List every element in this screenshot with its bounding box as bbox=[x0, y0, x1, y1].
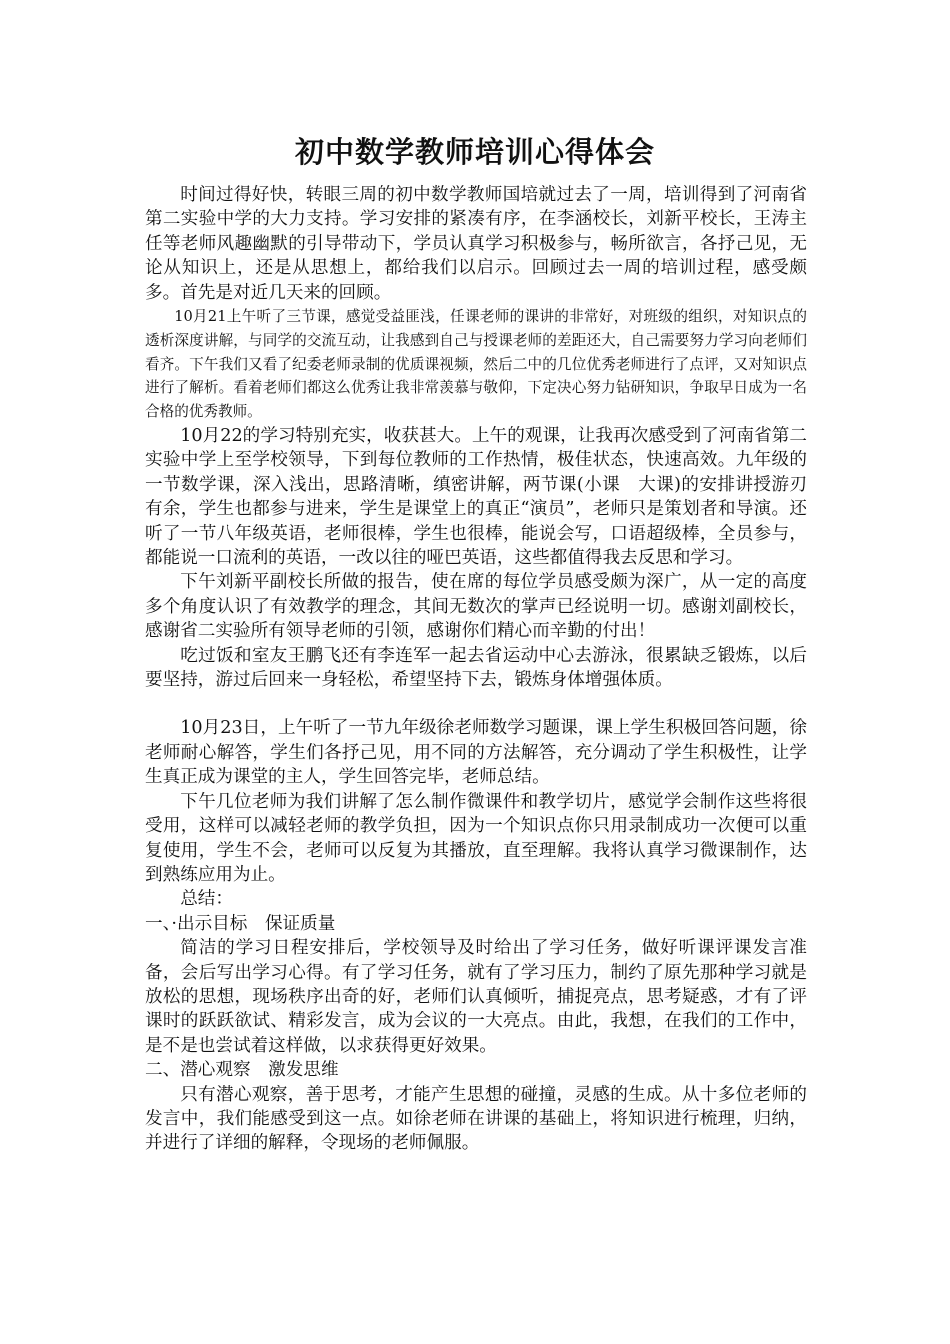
paragraph-section-1: 简洁的学习日程安排后，学校领导及时给出了学习任务，做好听课评课发言准备，会后写出学习心得。有了学习任务，就有了学习压力，制约了原先那种学习就是放松的思想，现场秩序出奇的好，老师们认真倾听，捕捉亮点，思考疑惑，才有了评课时的跃跃欲试、精彩发言，成为会议的一大亮点。由此，我想，在我们的工作中，是不是也尝试着这样做，以求获得更好效果。 bbox=[145, 938, 807, 1056]
paragraph-microcourse: 下午几位老师为我们讲解了怎么制作微课件和教学切片，感觉学会制作这些将很受用，这样可以减轻老师的教学负担，因为一个知识点你只用录制成功一次便可以重复使用，学生不会，老师可以反复为其播放，直至理解。我将认真学习微课制作，达到熟练应用为止。 bbox=[145, 791, 807, 885]
blank-line bbox=[145, 692, 807, 716]
paragraph-oct21: 10月21上午听了三节课，感觉受益匪浅，任课老师的课讲的非常好，对班级的组织，对知识点的透析深度讲解，与同学的交流互动，让我感到自己与授课老师的差距还大，自己需要努力学习向老师们看齐。下午我们又看了纪委老师录制的优质课视频，然后二中的几位优秀老师进行了点评，又对知识点进行了解析。看着老师们都这么优秀让我非常羡慕与敬仰，下定决心努力钻研知识，争取早日成为一名合格的优秀教师。 bbox=[145, 308, 807, 421]
section-heading-1: 一、·出示目标 保证质量 bbox=[145, 913, 336, 934]
paragraph-swimming: 吃过饭和室友王鹏飞还有李连军一起去省运动中心去游泳，很累缺乏锻炼，以后要坚持，游过后回来一身轻松，希望坚持下去，锻炼身体增强体质。 bbox=[145, 645, 807, 691]
summary-heading: 总结： bbox=[180, 889, 233, 910]
paragraph-oct22: 10月22的学习特别充实，收获甚大。上午的观课，让我再次感受到了河南省第二实验中学上至学校领导，下到每位教师的工作热情，极佳状态，快速高效。九年级的一节数学课，深入浅出，思路清晰，缜密讲解，两节课(小课 大课)的安排讲授游刃有余，学生也都参与进来，学生是课堂上的真正“演员”，老师只是策划者和导演。还听了一节八年级英语，老师很棒，学生也很棒，能说会写，口语超级棒，全员参与，都能说一口流利的英语，一改以往的哑巴英语，这些都值得我去反思和学习。 bbox=[145, 426, 807, 569]
document-title: 初中数学教师培训心得体会 bbox=[294, 135, 655, 169]
section-heading-2: 二、潜心观察 激发思维 bbox=[145, 1060, 339, 1081]
paragraph-report: 下午刘新平副校长所做的报告，使在席的每位学员感受颇为深广，从一定的高度多个角度认识了有效教学的理念，其间无数次的掌声已经说明一切。感谢刘副校长，感谢省二实验所有领导老师的引领，感谢你们精心而辛勤的付出！ bbox=[145, 572, 807, 642]
document-body bbox=[145, 183, 807, 1156]
paragraph-intro: 时间过得好快，转眼三周的初中数学教师国培就过去了一周，培训得到了河南省第二实验中学的大力支持。学习安排的紧凑有序，在李涵校长，刘新平校长，王涛主任等老师风趣幽默的引导带动下，学员认真学习积极参与，畅所欲言，各抒己见，无论从知识上，还是从思想上，都给我们以启示。回顾过去一周的培训过程，感受颇多。首先是对近几天来的回顾。 bbox=[145, 185, 807, 303]
paragraph-oct23: 10月23日，上午听了一节九年级徐老师数学习题课，课上学生积极回答问题，徐老师耐心解答，学生们各抒己见，用不同的方法解答，充分调动了学生积极性，让学生真正成为课堂的主人，学生回答完毕，老师总结。 bbox=[145, 718, 807, 788]
paragraph-section-2: 只有潜心观察，善于思考，才能产生思想的碰撞，灵感的生成。从十多位老师的发言中，我们能感受到这一点。如徐老师在讲课的基础上，将知识进行梳理，归纳，并进行了详细的解释，令现场的老师佩服。 bbox=[145, 1084, 807, 1154]
